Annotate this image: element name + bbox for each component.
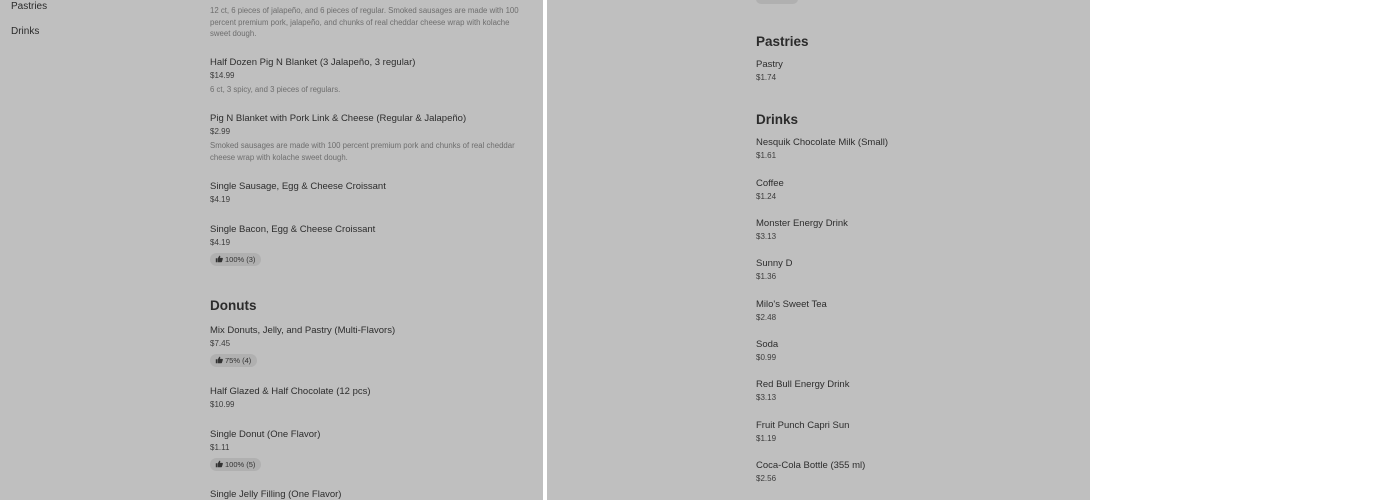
rating-text: 100% (3) xyxy=(225,255,256,264)
rating-badge-stub xyxy=(756,0,798,4)
menu-item-description: Smoked sausages are made with 100 percent premium pork and chunks of real cheddar cheese wrap with kolache sweet dough. xyxy=(210,141,515,162)
menu-item-price: $1.19 xyxy=(756,434,777,443)
menu-item-price: $4.19 xyxy=(210,195,231,204)
menu-left-panel xyxy=(0,0,543,500)
rating-badge xyxy=(210,253,261,266)
menu-item-price: $1.24 xyxy=(756,192,777,201)
menu-item-price: $2.56 xyxy=(756,474,777,483)
menu-item-price: $10.99 xyxy=(210,400,235,409)
menu-item-price: $1.61 xyxy=(756,151,777,160)
rating-badge xyxy=(210,458,261,471)
thumbs-up-icon xyxy=(215,356,223,364)
menu-item-name[interactable]: Pig N Blanket with Pork Link & Cheese (Regular & Jalapeño) xyxy=(210,113,467,124)
menu-item-name[interactable]: Half Glazed & Half Chocolate (12 pcs) xyxy=(210,386,371,397)
menu-item-price: $4.19 xyxy=(210,238,231,247)
section-heading-donuts: Donuts xyxy=(210,298,257,313)
menu-item-name[interactable]: Single Donut (One Flavor) xyxy=(210,429,321,440)
menu-item-price: $2.99 xyxy=(210,127,231,136)
section-heading-pastries: Pastries xyxy=(756,34,809,49)
menu-item-price: $1.36 xyxy=(756,272,777,281)
menu-item-name[interactable]: Red Bull Energy Drink xyxy=(756,379,850,390)
category-nav-item-pastries[interactable]: Pastries xyxy=(11,1,48,12)
menu-item-name[interactable]: Coca-Cola Bottle (355 ml) xyxy=(756,460,866,471)
menu-item-name[interactable]: Fruit Punch Capri Sun xyxy=(756,420,850,431)
rating-badge xyxy=(210,354,257,367)
menu-item-price: $1.11 xyxy=(210,443,230,452)
menu-item-price: $3.13 xyxy=(756,393,777,402)
menu-item-price: $1.74 xyxy=(756,73,777,82)
menu-item-price: $3.13 xyxy=(756,232,777,241)
menu-item-name[interactable]: Soda xyxy=(756,339,779,350)
menu-item-name[interactable]: Half Dozen Pig N Blanket (3 Jalapeño, 3 regular) xyxy=(210,57,416,68)
menu-item-name[interactable]: Sunny D xyxy=(756,258,793,269)
rating-text: 75% (4) xyxy=(225,356,252,365)
menu-item-name[interactable]: Mix Donuts, Jelly, and Pastry (Multi-Flavors) xyxy=(210,325,396,336)
menu-right-panel xyxy=(547,0,1090,500)
menu-item-description: 6 ct, 3 spicy, and 3 pieces of regulars. xyxy=(210,85,341,94)
rating-text: 100% (5) xyxy=(225,460,256,469)
section-heading-drinks: Drinks xyxy=(756,112,799,127)
menu-item-name[interactable]: Coffee xyxy=(756,178,784,189)
menu-item-price: $2.48 xyxy=(756,313,777,322)
menu-item-price: $14.99 xyxy=(210,71,235,80)
menu-item-name[interactable]: Single Jelly Filling (One Flavor) xyxy=(210,489,342,500)
menu-item-price: $7.45 xyxy=(210,339,231,348)
menu-item-name[interactable]: Milo's Sweet Tea xyxy=(756,299,827,310)
thumbs-up-icon xyxy=(215,255,223,263)
menu-item-price: $0.99 xyxy=(756,353,777,362)
menu-item-name[interactable]: Single Sausage, Egg & Cheese Croissant xyxy=(210,181,386,192)
thumbs-up-icon xyxy=(215,460,223,468)
menu-item-name[interactable]: Nesquik Chocolate Milk (Small) xyxy=(756,137,888,148)
category-nav-item-drinks[interactable]: Drinks xyxy=(11,26,40,37)
menu-item-name[interactable]: Monster Energy Drink xyxy=(756,218,848,229)
menu-item-name[interactable]: Single Bacon, Egg & Cheese Croissant xyxy=(210,224,376,235)
menu-item-description: 12 ct, 6 pieces of jalapeño, and 6 pieces of regular. Smoked sausages are made with 100 percent premium pork, jalapeño, and chunks of real cheddar cheese wrap with kolache sweet dough. xyxy=(210,6,519,38)
menu-item-name[interactable]: Pastry xyxy=(756,59,783,70)
